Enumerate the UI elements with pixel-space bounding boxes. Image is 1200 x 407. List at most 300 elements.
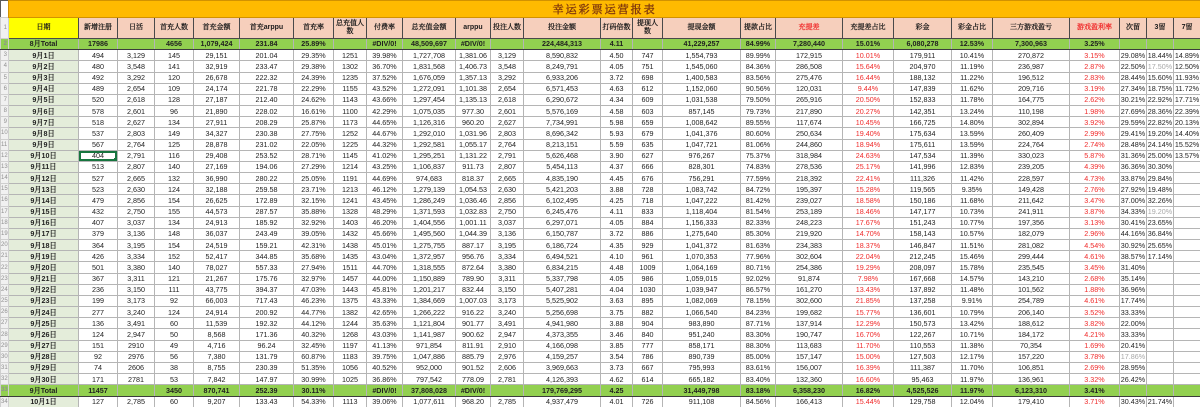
cell[interactable]: 2,627 [118, 117, 155, 128]
cell[interactable]: 25.87% [294, 117, 334, 128]
column-header[interactable]: 提款占比 [741, 18, 776, 39]
cell[interactable]: 5.93 [601, 128, 633, 139]
date-cell[interactable]: 9月8日 [9, 128, 79, 139]
cell[interactable]: 1511 [334, 262, 367, 273]
cell[interactable] [1147, 329, 1174, 340]
cell[interactable]: 175,611 [894, 139, 952, 150]
cell[interactable]: 26.42% [1120, 374, 1146, 384]
cell[interactable]: 106,851 [993, 362, 1070, 373]
cell[interactable]: 24,914 [194, 307, 240, 318]
cell[interactable]: 3.41% [1070, 385, 1120, 396]
cell[interactable]: 5,407,281 [524, 284, 601, 295]
cell[interactable]: 4.25 [601, 385, 633, 396]
cell[interactable] [1174, 206, 1200, 217]
cell[interactable]: 29,408 [194, 150, 240, 161]
cell[interactable]: 221.78 [240, 83, 294, 94]
date-cell[interactable]: 9月20日 [9, 262, 79, 273]
cell[interactable]: 88.30% [741, 340, 776, 351]
cell[interactable]: 2.62% [1070, 94, 1120, 105]
cell[interactable]: 1,047,721 [663, 139, 741, 150]
cell[interactable]: 11.70% [843, 340, 894, 351]
cell[interactable]: 132,360 [776, 374, 843, 385]
cell[interactable]: 47.03% [294, 284, 334, 295]
cell[interactable]: 3,292 [118, 72, 155, 83]
row-number[interactable]: 33 [1, 385, 9, 396]
row-number[interactable]: 20 [1, 240, 9, 251]
cell[interactable] [1174, 161, 1200, 172]
cell[interactable]: 1,066,540 [663, 307, 741, 318]
cell[interactable]: 13.42% [952, 318, 993, 329]
cell[interactable]: 407 [79, 217, 118, 228]
cell[interactable]: 48.29% [367, 206, 403, 217]
cell[interactable]: 3.88 [601, 184, 633, 195]
column-header[interactable]: 次留 [1120, 18, 1147, 39]
cell[interactable]: 131.79 [240, 351, 294, 362]
cell[interactable]: 1241 [334, 195, 367, 206]
row-number[interactable]: 27 [1, 318, 9, 329]
cell[interactable]: 11.22% [952, 72, 993, 83]
cell[interactable]: 857,145 [663, 106, 741, 117]
cell[interactable]: 1145 [334, 150, 367, 161]
cell[interactable]: 120 [155, 72, 194, 83]
cell[interactable]: 37.52% [367, 72, 403, 83]
cell[interactable]: 127 [79, 396, 118, 407]
cell[interactable]: 166,725 [894, 117, 952, 128]
cell[interactable]: 24.62% [294, 94, 334, 105]
cell[interactable]: 3.73 [601, 362, 633, 373]
cell[interactable]: 3.46 [601, 329, 633, 340]
cell[interactable]: 1,001.11 [456, 217, 491, 228]
cell[interactable]: 302,600 [776, 295, 843, 306]
cell[interactable]: 1,201,217 [403, 284, 456, 295]
cell[interactable]: 43.33% [367, 295, 403, 306]
cell[interactable]: 1375 [334, 295, 367, 306]
cell[interactable]: 39.75% [367, 351, 403, 362]
cell[interactable]: 15.77% [843, 307, 894, 318]
cell[interactable]: 4,525,526 [894, 385, 952, 396]
cell[interactable]: 1191 [334, 173, 367, 184]
cell[interactable]: 1435 [334, 251, 367, 262]
cell[interactable]: 890,739 [663, 351, 741, 362]
cell[interactable]: 137,892 [894, 284, 952, 295]
cell[interactable] [1174, 262, 1200, 273]
cell[interactable]: 3.32% [1070, 374, 1120, 385]
cell[interactable]: 895 [633, 295, 663, 306]
cell[interactable]: 31,449,798 [663, 385, 741, 396]
cell[interactable]: 33.33% [1120, 307, 1146, 317]
cell[interactable]: 83.30% [741, 329, 776, 340]
cell[interactable]: 241,911 [993, 206, 1070, 217]
cell[interactable]: 1,292,010 [403, 128, 456, 139]
cell[interactable]: 83.40% [741, 374, 776, 385]
cell[interactable]: 1,495,560 [403, 228, 456, 239]
cell[interactable]: 141,996 [894, 161, 952, 172]
cell[interactable]: 29.38% [294, 61, 334, 72]
cell[interactable]: 2.68% [1070, 273, 1120, 284]
cell[interactable]: 248,223 [776, 217, 843, 228]
cell[interactable] [1147, 273, 1174, 284]
cell[interactable]: 1,118,404 [663, 206, 741, 217]
cell[interactable]: 211,642 [993, 195, 1070, 206]
cell[interactable]: 3.88 [601, 318, 633, 329]
cell[interactable]: 2606 [118, 362, 155, 373]
cell[interactable]: 11.97% [952, 385, 993, 396]
cell[interactable]: 4,373,355 [524, 329, 601, 340]
cell[interactable]: 22.05% [294, 139, 334, 150]
cell[interactable]: 260,409 [993, 128, 1070, 139]
cell[interactable]: 84.56% [741, 396, 776, 407]
cell[interactable]: 4.61% [1070, 295, 1120, 306]
cell[interactable]: 9.91% [952, 295, 993, 306]
cell[interactable]: 81.54% [741, 206, 776, 217]
cell[interactable]: 155 [155, 206, 194, 217]
cell[interactable]: 527 [79, 173, 118, 184]
cell[interactable]: 2,910 [491, 340, 524, 351]
cell[interactable]: 230.39 [240, 362, 294, 373]
cell[interactable]: 239,027 [776, 195, 843, 206]
cell[interactable]: 2910 [118, 340, 155, 351]
cell[interactable]: 4.34 [601, 94, 633, 105]
cell[interactable]: 231.02 [240, 139, 294, 150]
cell[interactable]: 1,156,333 [663, 217, 741, 228]
cell[interactable]: 7,300,963 [993, 39, 1070, 50]
cell[interactable]: 4,126,393 [524, 374, 601, 385]
cell[interactable] [491, 385, 524, 396]
cell[interactable]: 171.36 [240, 329, 294, 340]
cell[interactable]: 29.35% [294, 50, 334, 61]
cell[interactable]: 901.77 [456, 318, 491, 329]
cell[interactable]: 3,240 [491, 307, 524, 318]
cell[interactable]: 275,476 [776, 72, 843, 83]
cell[interactable]: 2,750 [118, 206, 155, 217]
cell[interactable]: 43.25% [367, 161, 403, 172]
cell[interactable]: 30.43% [1120, 396, 1146, 406]
cell[interactable]: 92.02% [741, 273, 776, 284]
cell[interactable]: 30.21% [1120, 95, 1146, 105]
cell[interactable]: 148 [155, 228, 194, 239]
cell[interactable]: 43.52% [367, 83, 403, 94]
cell[interactable]: 48,509,697 [403, 39, 456, 50]
cell[interactable]: 1030 [633, 284, 663, 295]
cell[interactable]: 1,121,804 [403, 318, 456, 329]
cell[interactable]: 828,301 [663, 161, 741, 172]
cell[interactable] [1174, 374, 1200, 385]
cell[interactable]: 11.97% [952, 374, 993, 385]
cell[interactable]: 3.82% [1070, 318, 1120, 329]
cell[interactable]: 627 [633, 150, 663, 161]
cell[interactable]: 286,508 [776, 61, 843, 72]
cell[interactable] [1174, 273, 1200, 284]
cell[interactable]: 2,627 [491, 117, 524, 128]
cell[interactable]: 513 [79, 161, 118, 172]
cell[interactable]: 4,941,980 [524, 318, 601, 329]
cell[interactable]: 10.57% [952, 228, 993, 239]
cell[interactable]: 537 [79, 128, 118, 139]
row-number[interactable]: 14 [1, 173, 9, 184]
cell[interactable]: 25.65% [1147, 240, 1173, 250]
cell[interactable]: 778.09 [456, 374, 491, 385]
cell[interactable]: 159.21 [240, 240, 294, 251]
cell[interactable]: 158,143 [894, 228, 952, 239]
cell[interactable]: 235,545 [993, 262, 1070, 273]
cell[interactable]: 494 [79, 50, 118, 61]
column-header[interactable]: 日活 [118, 18, 155, 39]
cell[interactable]: 3.85 [601, 340, 633, 351]
cell[interactable]: 1,032.83 [456, 206, 491, 217]
cell[interactable]: 4.05 [601, 61, 633, 72]
cell[interactable]: 150,186 [894, 195, 952, 206]
cell[interactable] [1147, 318, 1174, 329]
cell[interactable]: 137,258 [894, 295, 952, 306]
column-header[interactable]: 充提差占比 [843, 18, 894, 39]
cell[interactable]: 143,210 [993, 273, 1070, 284]
column-header[interactable]: 付费率 [367, 18, 403, 39]
cell[interactable]: 10.77% [952, 217, 993, 228]
cell[interactable]: 254,386 [776, 262, 843, 273]
date-cell[interactable]: 9月10日 [9, 150, 79, 161]
cell[interactable]: 231.84 [240, 39, 294, 50]
cell[interactable]: 17.86% [1120, 352, 1146, 362]
cell[interactable]: 34.33% [1120, 207, 1146, 217]
cell[interactable]: 32.45% [294, 340, 334, 351]
cell[interactable]: 82.33% [741, 217, 776, 228]
cell[interactable]: 2.99% [1070, 128, 1120, 139]
cell[interactable]: 1,008,642 [663, 117, 741, 128]
cell[interactable]: 1,275,640 [663, 228, 741, 239]
cell[interactable]: 179,911 [894, 50, 952, 61]
date-cell[interactable]: 9月4日 [9, 83, 79, 94]
cell[interactable]: 254,789 [993, 295, 1070, 306]
date-cell[interactable]: 9月17日 [9, 228, 79, 239]
cell[interactable]: 136,961 [993, 374, 1070, 385]
cell[interactable]: 13.57% [1174, 151, 1200, 161]
cell[interactable]: 1252 [334, 128, 367, 139]
cell[interactable]: 1,831,568 [403, 61, 456, 72]
cell[interactable]: 665,182 [663, 374, 741, 385]
cell[interactable]: 140 [155, 262, 194, 273]
cell[interactable]: 2,856 [491, 195, 524, 206]
cell[interactable]: 13.24% [952, 106, 993, 117]
cell[interactable]: 1100 [334, 106, 367, 117]
cell[interactable]: 4.63 [601, 83, 633, 94]
cell[interactable]: 42.29% [367, 106, 403, 117]
cell[interactable]: 5,421,203 [524, 184, 601, 195]
cell[interactable]: 259.58 [240, 184, 294, 195]
date-cell[interactable]: 9月1日 [9, 50, 79, 61]
cell[interactable]: 1,286,249 [403, 195, 456, 206]
cell[interactable]: 4,159,257 [524, 351, 601, 362]
cell[interactable]: 27.94% [294, 262, 334, 273]
cell[interactable]: 33.87% [1120, 173, 1146, 183]
cell[interactable]: 24.39% [294, 72, 334, 83]
cell[interactable]: 3,334 [491, 251, 524, 262]
cell[interactable]: 1113 [334, 396, 367, 407]
cell[interactable]: 92 [79, 351, 118, 362]
row-number[interactable]: 31 [1, 362, 9, 373]
cell[interactable]: 149 [155, 128, 194, 139]
cell[interactable]: 157,147 [776, 351, 843, 362]
cell[interactable]: 1,126,316 [403, 117, 456, 128]
cell[interactable]: 4.01 [601, 396, 633, 407]
cell[interactable]: 1.98% [1070, 106, 1120, 117]
cell[interactable]: 5.59 [601, 139, 633, 150]
cell[interactable]: 789.90 [456, 273, 491, 284]
cell[interactable]: 1,101.38 [456, 83, 491, 94]
cell[interactable]: 870,741 [194, 385, 240, 396]
cell[interactable]: 2,618 [118, 94, 155, 105]
cell[interactable]: 1268 [334, 329, 367, 340]
cell[interactable]: 344.85 [240, 251, 294, 262]
cell[interactable]: 4.73% [1070, 173, 1120, 184]
cell[interactable]: 1,039,947 [663, 284, 741, 295]
cell[interactable]: 280.22 [240, 173, 294, 184]
cell[interactable]: 2,807 [118, 161, 155, 172]
cell[interactable]: 11.62% [952, 83, 993, 94]
cell[interactable]: 42.31% [294, 240, 334, 251]
cell[interactable]: 141 [155, 61, 194, 72]
cell[interactable]: 22.41% [843, 173, 894, 184]
cell[interactable]: 3.63 [601, 295, 633, 306]
cell[interactable]: 161,270 [776, 284, 843, 295]
cell[interactable]: 3,136 [491, 228, 524, 239]
cell[interactable]: 117,674 [776, 117, 843, 128]
cell[interactable]: 77.59% [741, 173, 776, 184]
cell[interactable]: 578 [79, 106, 118, 117]
cell[interactable]: 404 [79, 150, 118, 161]
cell[interactable]: 96 [155, 106, 194, 117]
cell[interactable]: 1,384,669 [403, 295, 456, 306]
cell[interactable]: 134 [155, 117, 194, 128]
cell[interactable]: 3.92% [1070, 117, 1120, 128]
cell[interactable]: 28.44% [1120, 73, 1146, 82]
cell[interactable]: 157,220 [993, 351, 1070, 362]
cell[interactable]: 96.24 [240, 340, 294, 351]
cell[interactable]: 667 [633, 362, 663, 373]
column-header[interactable]: 新增注册 [79, 18, 118, 39]
cell[interactable]: 2,654 [491, 83, 524, 94]
cell[interactable]: 777 [633, 340, 663, 351]
cell[interactable]: 84.36% [741, 61, 776, 72]
cell[interactable]: 25.17% [843, 161, 894, 172]
row-number[interactable]: 12 [1, 150, 9, 161]
cell[interactable]: 4.05 [601, 217, 633, 228]
cell[interactable]: 9,207 [194, 396, 240, 407]
cell[interactable]: 983,890 [663, 318, 741, 329]
cell[interactable]: 9.35% [952, 184, 993, 195]
cell[interactable]: 8,568 [194, 329, 240, 340]
cell[interactable]: 278,536 [776, 161, 843, 172]
cell[interactable]: 253.52 [240, 150, 294, 161]
cell[interactable]: 603 [633, 106, 663, 117]
cell[interactable]: 557.33 [240, 262, 294, 273]
cell[interactable]: 17.67% [843, 217, 894, 228]
cell[interactable]: 1432 [334, 228, 367, 239]
cell[interactable]: 11.38% [952, 340, 993, 351]
cell[interactable] [1147, 340, 1174, 351]
cell[interactable]: 10.79% [952, 307, 993, 318]
cell[interactable]: 1,318,555 [403, 262, 456, 273]
row-number[interactable]: 16 [1, 195, 9, 206]
cell[interactable]: 119,565 [894, 184, 952, 195]
cell[interactable]: 3,150 [118, 284, 155, 295]
row-number[interactable]: 13 [1, 161, 9, 172]
date-cell[interactable]: 9月12日 [9, 173, 79, 184]
cell[interactable] [633, 385, 663, 396]
cell[interactable]: 818.37 [456, 173, 491, 184]
row-number[interactable]: 2 [1, 39, 9, 50]
cell[interactable]: 41,229,257 [663, 39, 741, 50]
cell[interactable]: 16.60% [843, 374, 894, 385]
cell[interactable]: 8,755 [194, 362, 240, 373]
cell[interactable]: 4.62 [601, 374, 633, 385]
cell[interactable]: 150,573 [894, 318, 952, 329]
cell[interactable]: 195,397 [776, 184, 843, 195]
cell[interactable]: 15.44% [843, 396, 894, 407]
cell[interactable]: 15.01% [843, 39, 894, 50]
cell[interactable]: 29.41% [1120, 128, 1146, 138]
cell[interactable]: 3,380 [491, 262, 524, 273]
cell[interactable]: 747 [633, 50, 663, 61]
cell[interactable]: 244,860 [776, 139, 843, 150]
cell[interactable]: 986 [633, 273, 663, 284]
cell[interactable]: 30.99% [294, 374, 334, 385]
cell[interactable]: 520 [79, 94, 118, 105]
cell[interactable]: 2,618 [491, 94, 524, 105]
cell[interactable]: 137,914 [776, 318, 843, 329]
cell[interactable]: 219,920 [776, 228, 843, 239]
column-header[interactable]: 提现人数 [633, 18, 663, 39]
date-cell[interactable]: 9月26日 [9, 329, 79, 340]
cell[interactable]: 886 [633, 228, 663, 239]
cell[interactable]: 90.56% [741, 83, 776, 94]
date-cell[interactable]: 10月1日 [9, 396, 79, 407]
cell[interactable]: 6,933,206 [524, 72, 601, 83]
cell[interactable]: 479 [79, 195, 118, 206]
cell[interactable]: 136 [79, 318, 118, 329]
cell[interactable]: 84.72% [741, 184, 776, 195]
cell[interactable]: 32.97% [294, 273, 334, 284]
cell[interactable]: 32.92% [294, 217, 334, 228]
cell[interactable] [1174, 240, 1200, 251]
cell[interactable]: 172.89 [240, 195, 294, 206]
cell[interactable]: 182,079 [993, 228, 1070, 239]
column-header[interactable]: 三方游戏盈亏 [993, 18, 1070, 39]
column-header[interactable]: arppu [456, 18, 491, 39]
cell[interactable]: 11.68% [952, 195, 993, 206]
cell[interactable]: 1.88% [1070, 284, 1120, 295]
cell[interactable]: 8,213,151 [524, 139, 601, 150]
cell[interactable]: 3.87% [1070, 206, 1120, 217]
column-header[interactable]: 首充率 [294, 18, 334, 39]
cell[interactable]: 27.34% [1120, 84, 1146, 94]
cell[interactable]: 36.86% [367, 374, 403, 385]
cell[interactable]: 7,380 [194, 351, 240, 362]
cell[interactable]: 2976 [118, 351, 155, 362]
cell[interactable]: 666 [633, 161, 663, 172]
cell[interactable]: 3,037 [491, 217, 524, 228]
cell[interactable]: 44.12% [294, 318, 334, 329]
cell[interactable]: 11.78% [952, 94, 993, 105]
cell[interactable]: 44.16% [1120, 229, 1146, 239]
cell[interactable]: 4.11 [601, 39, 633, 50]
cell[interactable] [1174, 184, 1200, 195]
date-cell[interactable]: 9月23日 [9, 295, 79, 306]
cell[interactable]: 20.27% [843, 106, 894, 117]
cell[interactable]: 299,444 [993, 251, 1070, 262]
cell[interactable]: 188,612 [993, 318, 1070, 329]
cell[interactable]: 12.83% [952, 161, 993, 172]
cell[interactable]: 199 [79, 295, 118, 306]
